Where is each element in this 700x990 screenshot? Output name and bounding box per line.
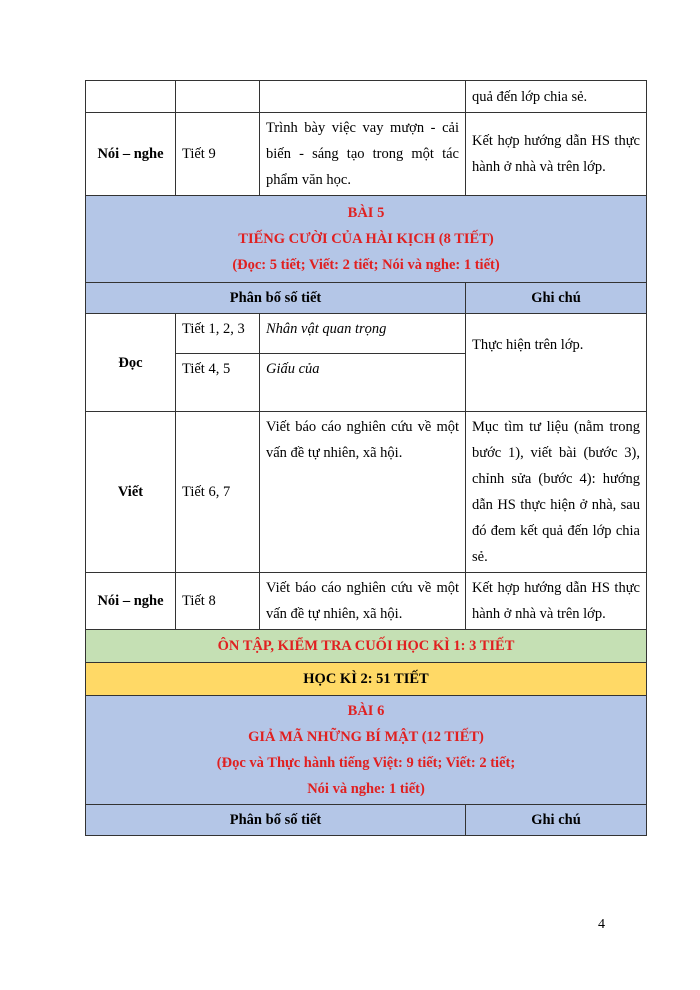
column-header-allocation: Phân bố số tiết (86, 805, 466, 836)
note-cell: Kết hợp hướng dẫn HS thực hành ở nhà và trên lớp. (466, 573, 647, 630)
table-row (86, 81, 647, 113)
column-header-row (86, 283, 647, 314)
lesson-breakdown-cont: Nói và nghe: 1 tiết) (307, 781, 425, 797)
period-cell: Tiết 9 (176, 113, 260, 196)
lesson-heading (86, 696, 647, 805)
page-number: 4 (598, 917, 605, 932)
content-cell: Viết báo cáo nghiên cứu về một vấn đề tự nhiên, xã hội. (260, 412, 466, 573)
column-header-allocation: Phân bố số tiết (86, 283, 466, 314)
column-header-row (86, 805, 647, 836)
semester-heading: HỌC KÌ 2: 51 TIẾT (86, 663, 647, 696)
lesson-number: BÀI 6 (347, 703, 385, 719)
semester-row (86, 663, 647, 696)
period-cell: Tiết 8 (176, 573, 260, 630)
period-cell: Tiết 6, 7 (176, 412, 260, 573)
lesson-breakdown: (Đọc và Thực hành tiếng Việt: 9 tiết; Viết: 2 tiết; (216, 755, 516, 771)
note-cell: quả đến lớp chia sẻ. (466, 81, 647, 113)
skill-cell: Viết (86, 412, 176, 573)
lesson-heading-row (86, 196, 647, 283)
period-cell: Tiết 4, 5 (176, 354, 260, 412)
skill-cell (86, 81, 176, 113)
content-cell: Trình bày việc vay mượn - cải biến - sáng tạo trong một tác phẩm văn học. (260, 113, 466, 196)
table-row (86, 412, 647, 573)
curriculum-table (85, 80, 647, 836)
period-cell: Tiết 1, 2, 3 (176, 314, 260, 354)
note-cell: Kết hợp hướng dẫn HS thực hành ở nhà và trên lớp. (466, 113, 647, 196)
table-row (86, 113, 647, 196)
content-cell: Nhân vật quan trọng (260, 314, 466, 354)
content-cell (260, 81, 466, 113)
column-header-note: Ghi chú (466, 805, 647, 836)
period-cell (176, 81, 260, 113)
skill-cell: Nói – nghe (86, 113, 176, 196)
review-heading: ÔN TẬP, KIỂM TRA CUỐI HỌC KÌ 1: 3 TIẾT (86, 630, 647, 663)
note-cell: Thực hiện trên lớp. (466, 314, 647, 412)
lesson-breakdown: (Đọc: 5 tiết; Viết: 2 tiết; Nói và nghe: 1 tiết) (232, 257, 500, 273)
note-cell: Mục tìm tư liệu (nằm trong bước 1), viết bài (bước 3), chỉnh sửa (bước 4): hướng dẫn HS thực hiện ở nhà, sau đó đem kết quả đến lớp chia sẻ. (466, 412, 647, 573)
lesson-heading (86, 196, 647, 283)
table-row (86, 314, 647, 354)
lesson-title: GIẢ MÃ NHỮNG BÍ MẬT (12 TIẾT) (248, 729, 484, 745)
skill-cell: Đọc (86, 314, 176, 412)
review-row (86, 630, 647, 663)
table-row (86, 573, 647, 630)
lesson-number: BÀI 5 (347, 205, 385, 221)
lesson-title: TIẾNG CƯỜI CỦA HÀI KỊCH (8 TIẾT) (238, 231, 494, 247)
content-cell: Viết báo cáo nghiên cứu về một vấn đề tự nhiên, xã hội. (260, 573, 466, 630)
column-header-note: Ghi chú (466, 283, 647, 314)
lesson-heading-row (86, 696, 647, 805)
skill-cell: Nói – nghe (86, 573, 176, 630)
content-cell: Giấu của (260, 354, 466, 412)
